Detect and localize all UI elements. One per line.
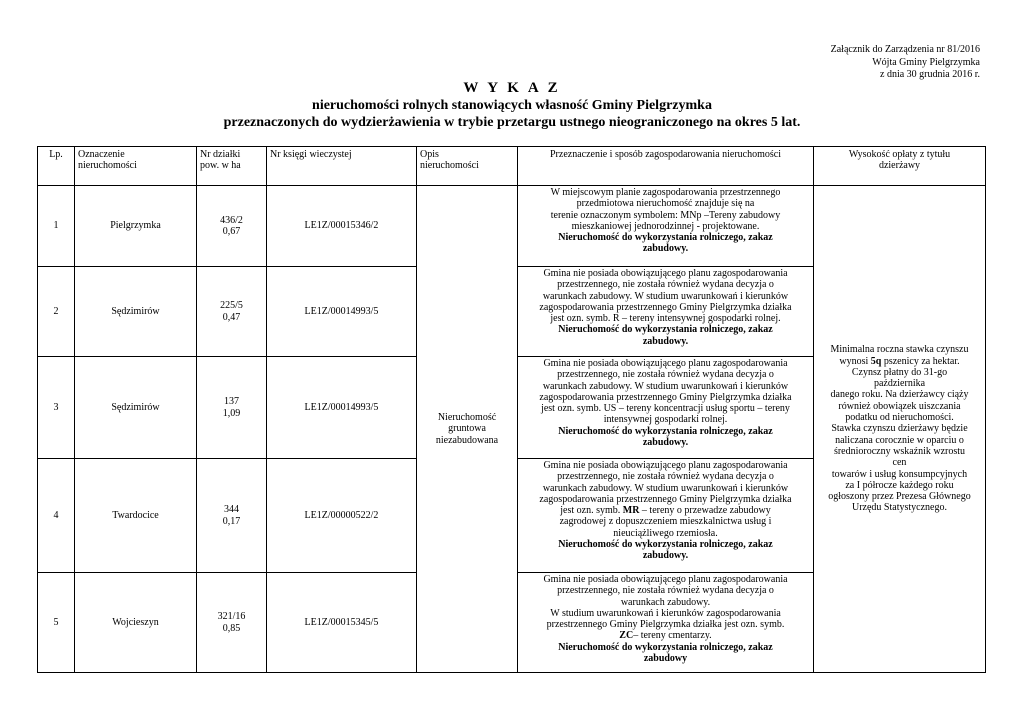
cell-dzialka: 344 0,17 (197, 459, 267, 573)
cell-przeznaczenie: W miejscowym planie zagospodarowania przestrzennego przedmiotowa nieruchomość znajduje się na terenie oznaczonym symbolem: MNp –Tereny zabudowy mieszkaniowej jednorodzinnej - projektowane. Nieruchomość do wykorzystania rolniczego, zakaz zabudowy. (518, 186, 814, 267)
document-title (0, 80, 1024, 131)
cell-lp: 2 (38, 267, 75, 357)
cell-ksiega: LE1Z/00015345/5 (267, 573, 417, 673)
header-przeznaczenie: Przeznaczenie i sposób zagospodarowania nieruchomości (518, 147, 814, 186)
header-oplata: Wysokość opłaty z tytułu dzierżawy (814, 147, 986, 186)
cell-dzialka: 225/5 0,47 (197, 267, 267, 357)
attachment-line: z dnia 30 grudnia 2016 r. (880, 69, 980, 80)
cell-ksiega: LE1Z/00014993/5 (267, 267, 417, 357)
title-wykaz: W Y K A Z (463, 80, 561, 96)
cell-oznaczenie: Sędzimirów (75, 357, 197, 459)
cell-dzialka: 137 1,09 (197, 357, 267, 459)
title-subject: nieruchomości rolnych stanowiących własność Gminy Pielgrzymka (312, 98, 712, 113)
cell-lp: 3 (38, 357, 75, 459)
header-opis: Opis nieruchomości (417, 147, 518, 186)
attachment-line: Wójta Gminy Pielgrzymka (872, 56, 980, 68)
header-ksiega: Nr księgi wieczystej (267, 147, 417, 186)
cell-dzialka: 436/2 0,67 (197, 186, 267, 267)
cell-przeznaczenie: Gmina nie posiada obowiązującego planu zagospodarowania przestrzennego, nie została również wydana decyzja o warunkach zabudowy. W studium uwarunkowań i kierunków zagospodarowania przestrzennego Gminy Pielgrzymka działka jest ozn. symb. R – tereny intensywnej gospodarki rolnej. Nieruchomość do wykorzystania rolniczego, zakaz zabudowy. (518, 267, 814, 357)
cell-oplata-shared: Minimalna roczna stawka czynszu wynosi 5q pszenicy za hektar. Czynsz płatny do 31-go października danego roku. Na dzierżawcy ciąży również obowiązek uiszczania podatku od nieruchomości. Stawka czynszu dzierżawy będzie naliczana corocznie w oparciu o średnioroczny wskaźnik wzrostu cen towarów i usług konsumpcyjnych za I półrocze każdego roku ogłoszony przez Prezesa Głównego Urzędu Statystycznego. (814, 186, 986, 673)
property-table (37, 146, 986, 673)
attachment-line: Załącznik do Zarządzenia nr 81/2016 (830, 44, 980, 55)
cell-oznaczenie: Sędzimirów (75, 267, 197, 357)
cell-lp: 4 (38, 459, 75, 573)
cell-oznaczenie: Pielgrzymka (75, 186, 197, 267)
header-dzialka: Nr działki pow. w ha (197, 147, 267, 186)
cell-lp: 5 (38, 573, 75, 673)
table-row (38, 186, 986, 267)
cell-dzialka: 321/16 0,85 (197, 573, 267, 673)
table-header-row (38, 147, 986, 186)
cell-oznaczenie: Twardocice (75, 459, 197, 573)
cell-przeznaczenie: Gmina nie posiada obowiązującego planu zagospodarowania przestrzennego, nie została również wydana decyzja o warunkach zabudowy. W studium uwarunkowań i kierunków zagospodarowania przestrzennego Gminy Pielgrzymka działka jest ozn. symb. MR – tereny o przewadze zabudowy zagrodowej z dopuszczeniem mieszkalnictwa usług i nieuciążliwego rzemiosła. Nieruchomość do wykorzystania rolniczego, zakaz zabudowy. (518, 459, 814, 573)
cell-przeznaczenie: Gmina nie posiada obowiązującego planu zagospodarowania przestrzennego, nie została również wydana decyzja o warunkach zabudowy. W studium uwarunkowań i kierunków zagospodarowania przestrzennego Gminy Pielgrzymka działka jest ozn. symb. ZC– tereny cmentarzy. Nieruchomość do wykorzystania rolniczego, zakaz zabudowy (518, 573, 814, 673)
cell-ksiega: LE1Z/00000522/2 (267, 459, 417, 573)
cell-opis-shared: Nieruchomość gruntowa niezabudowana (417, 186, 518, 673)
cell-oznaczenie: Wojcieszyn (75, 573, 197, 673)
header-oznaczenie: Oznaczenie nieruchomości (75, 147, 197, 186)
cell-lp: 1 (38, 186, 75, 267)
title-purpose: przeznaczonych do wydzierżawienia w trybie przetargu ustnego nieograniczonego na okres 5 lat. (223, 115, 801, 130)
attachment-header (831, 44, 980, 82)
header-lp: Lp. (38, 147, 75, 186)
cell-przeznaczenie: Gmina nie posiada obowiązującego planu zagospodarowania przestrzennego, nie została również wydana decyzja o warunkach zabudowy. W studium uwarunkowań i kierunków zagospodarowania przestrzennego Gminy Pielgrzymka działka jest ozn. symb. US – tereny koncentracji usług sportu – tereny intensywnej gospodarki rolnej. Nieruchomość do wykorzystania rolniczego, zakaz zabudowy. (518, 357, 814, 459)
cell-ksiega: LE1Z/00015346/2 (267, 186, 417, 267)
cell-ksiega: LE1Z/00014993/5 (267, 357, 417, 459)
